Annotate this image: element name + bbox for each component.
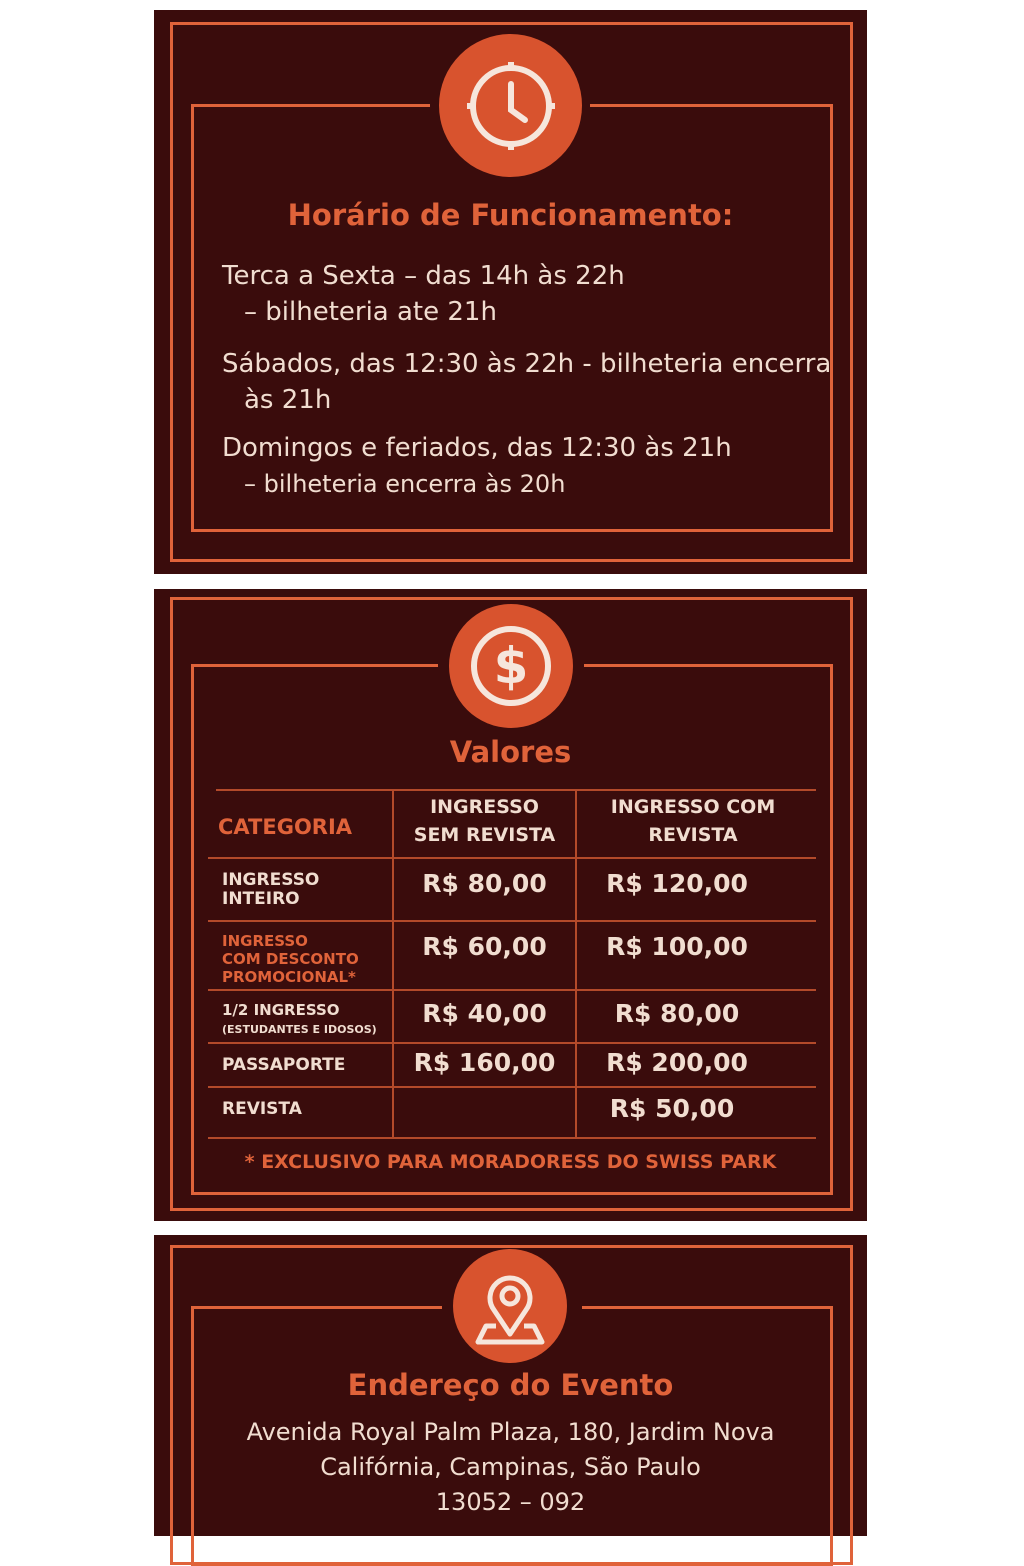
price-sem-revista: R$ 160,00 (413, 1048, 556, 1077)
hours-line-3: Domingos e feriados, das 12:30 às 21h – bilheteria encerra às 20h (222, 433, 732, 498)
prices-note: * EXCLUSIVO PARA MORADORESS DO SWISS PARK (244, 1151, 777, 1173)
hours-line-2: Sábados, das 12:30 às 22h - bilheteria encerra às 21h (222, 349, 832, 415)
prices-card (154, 589, 867, 1221)
header-com-revista: INGRESSO COM REVISTA (610, 796, 776, 846)
price-com-revista: R$ 120,00 (606, 869, 748, 898)
price-com-revista: R$ 100,00 (606, 932, 748, 961)
table-row (208, 1042, 816, 1088)
table-header-row (208, 789, 816, 859)
row-category: REVISTA (222, 1099, 302, 1119)
dollar-icon (449, 604, 573, 728)
location-pin-icon (453, 1249, 567, 1363)
price-sem-revista: R$ 80,00 (422, 869, 547, 898)
svg-text:$: $ (493, 637, 529, 695)
address-card (154, 1235, 867, 1536)
table-row (208, 1086, 816, 1139)
row-category: PASSAPORTE (222, 1055, 346, 1075)
price-com-revista: R$ 80,00 (614, 999, 740, 1028)
row-category: INGRESSO INTEIRO (222, 870, 320, 909)
prices-title: Valores (449, 735, 572, 769)
price-com-revista: R$ 50,00 (609, 1094, 735, 1123)
prices-table (208, 789, 816, 1139)
hours-card (154, 10, 867, 574)
table-row (208, 920, 816, 991)
header-sem-revista: INGRESSO SEM REVISTA (413, 796, 556, 846)
row-category: 1/2 INGRESSO (ESTUDANTES E IDOSOS) (222, 1001, 377, 1036)
hours-line-1: Terca a Sexta – das 14h às 22h – bilheteria ate 21h (222, 261, 625, 327)
header-category: CATEGORIA (218, 815, 353, 839)
row-category: INGRESSO COM DESCONTO PROMOCIONAL* (222, 932, 359, 986)
price-sem-revista: R$ 60,00 (422, 932, 547, 961)
clock-icon (439, 34, 582, 177)
hours-title: Horário de Funcionamento: (287, 198, 734, 232)
address-title: Endereço do Evento (347, 1368, 674, 1402)
price-com-revista: R$ 200,00 (606, 1048, 748, 1077)
price-sem-revista: R$ 40,00 (422, 999, 547, 1028)
address-text: Avenida Royal Palm Plaza, 180, Jardim Nova Califórnia, Campinas, São Paulo 13052 – 092 (246, 1418, 775, 1516)
table-row (208, 857, 816, 922)
table-row (208, 989, 816, 1044)
